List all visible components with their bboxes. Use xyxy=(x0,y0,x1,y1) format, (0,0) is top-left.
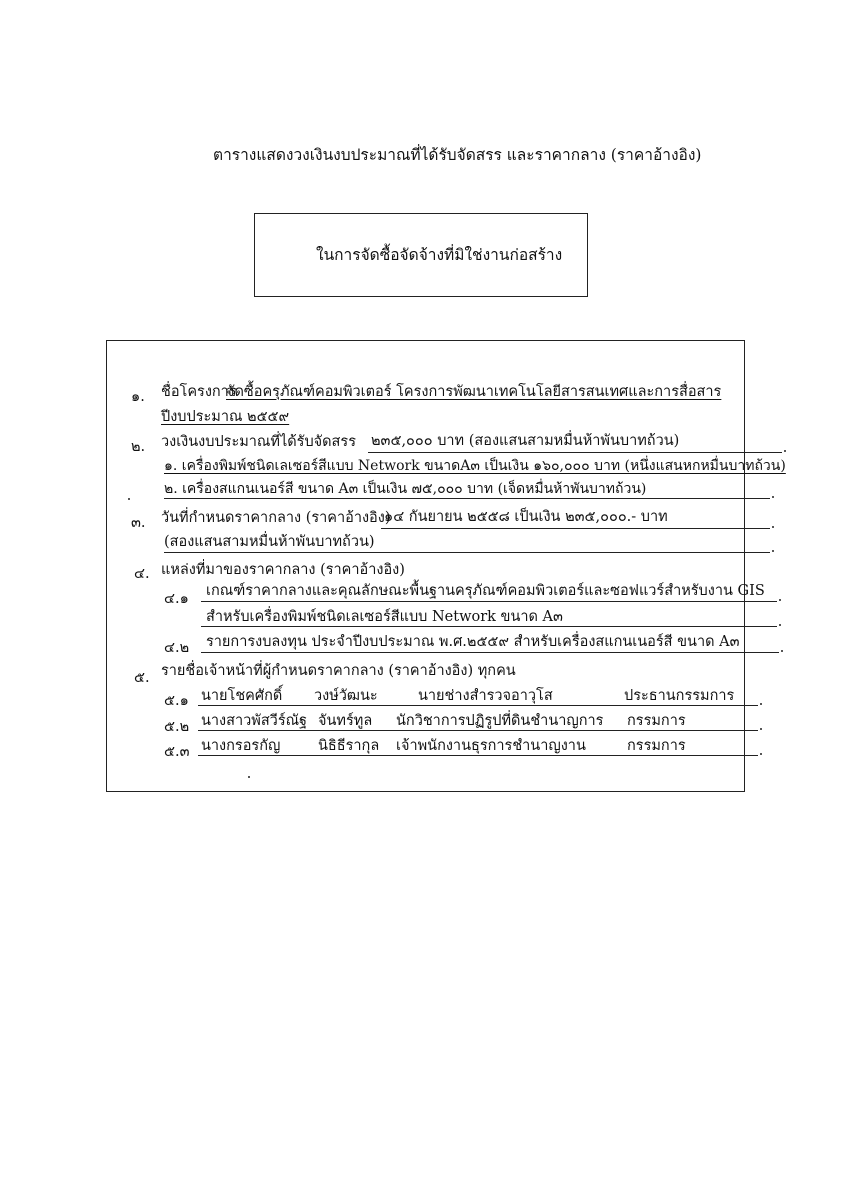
member-number: ๕.๓ xyxy=(164,744,190,760)
document-subtitle: ในการจัดซื้อจัดจ้างที่มิใช่งานก่อสร้าง xyxy=(316,246,563,264)
source-4-1-number: ๔.๑ xyxy=(164,591,189,607)
member-last-name: จันทร์ทูล xyxy=(318,713,373,729)
member-role: กรรมการ xyxy=(627,738,686,754)
item-4-label: แหล่งที่มาของราคากลาง (ราคาอ้างอิง) xyxy=(161,562,405,578)
source-4-2-text: รายการงบลงทุน ประจำปีงบประมาณ พ.ศ.๒๕๕๙ สำหรับเครื่องสแกนเนอร์สี ขนาด A๓ xyxy=(206,634,740,650)
item-3-label: วันที่กำหนดราคากลาง (ราคาอ้างอิง) xyxy=(161,510,391,526)
budget-detail-1: ๑. เครื่องพิมพ์ชนิดเลเซอร์สีแบบ Network ขนาดA๓ เป็นเงิน ๑๖๐,๐๐๐ บาท (หนึ่งแสนหกหมื่นบาทถ้วน) xyxy=(164,458,786,474)
source-4-1-text-1: เกณฑ์ราคากลางและคุณลักษณะพื้นฐานครุภัณฑ์คอมพิวเตอร์และซอฟแวร์สำหรับงาน GIS xyxy=(206,583,765,599)
member-position: นักวิชาการปฏิรูปที่ดินชำนาญการ xyxy=(396,713,604,729)
reference-price-date: ๑๔ กันยายน ๒๕๕๘ เป็นเงิน ๒๓๕,๐๐๐.- บาท xyxy=(384,509,668,525)
fiscal-year: ปีงบประมาณ ๒๕๕๙ xyxy=(161,409,290,425)
member-role: กรรมการ xyxy=(627,713,686,729)
member-first-name: นางสาวพัสวีร์ณัฐ xyxy=(201,713,308,729)
member-number: ๕.๑ xyxy=(164,693,189,709)
member-number: ๕.๒ xyxy=(164,719,190,735)
project-name: จัดซื้อครุภัณฑ์คอมพิวเตอร์ โครงการพัฒนาเทคโนโลยีสารสนเทศและการสื่อสาร xyxy=(226,384,722,400)
item-3-number: ๓. xyxy=(131,515,146,531)
stray-mark xyxy=(248,776,250,778)
member-last-name: นิธิธีรากุล xyxy=(318,738,380,754)
member-role: ประธานกรรมการ xyxy=(624,688,735,704)
member-last-name: วงษ์วัฒนะ xyxy=(314,688,378,704)
reference-price-words: (สองแสนสามหมื่นห้าพันบาทถ้วน) xyxy=(164,534,375,550)
item-1-label: ชื่อโครงการ xyxy=(161,384,237,400)
source-4-2-number: ๔.๒ xyxy=(164,640,190,656)
item-2-number: ๒. xyxy=(131,439,146,455)
item-5-number: ๕. xyxy=(134,670,150,686)
member-first-name: นางกรอรกัญ xyxy=(201,738,281,754)
item-2-label: วงเงินงบประมาณที่ได้รับจัดสรร xyxy=(161,434,356,450)
item-4-number: ๔. xyxy=(134,566,150,582)
source-4-1-text-2: สำหรับเครื่องพิมพ์ชนิดเลเซอร์สีแบบ Network ขนาด A๓ xyxy=(206,609,563,625)
budget-amount: ๒๓๕,๐๐๐ บาท (สองแสนสามหมื่นห้าพันบาทถ้วน) xyxy=(371,433,680,449)
budget-detail-2: ๒. เครื่องสแกนเนอร์สี ขนาด A๓ เป็นเงิน ๗๕,๐๐๐ บาท (เจ็ดหมื่นห้าพันบาทถ้วน) xyxy=(164,481,647,497)
item-1-number: ๑. xyxy=(131,389,145,405)
stray-mark xyxy=(128,498,130,500)
member-position: เจ้าพนักงานธุรการชำนาญงาน xyxy=(396,738,586,754)
item-5-label: รายชื่อเจ้าหน้าที่ผู้กำหนดราคากลาง (ราคาอ้างอิง) ทุกคน xyxy=(161,663,516,679)
member-position: นายช่างสำรวจอาวุโส xyxy=(418,688,553,704)
member-first-name: นายโชคศักดิ์ xyxy=(201,688,283,704)
document-title: ตารางแสดงวงเงินงบประมาณที่ได้รับจัดสรร และราคากลาง (ราคาอ้างอิง) xyxy=(213,146,702,164)
